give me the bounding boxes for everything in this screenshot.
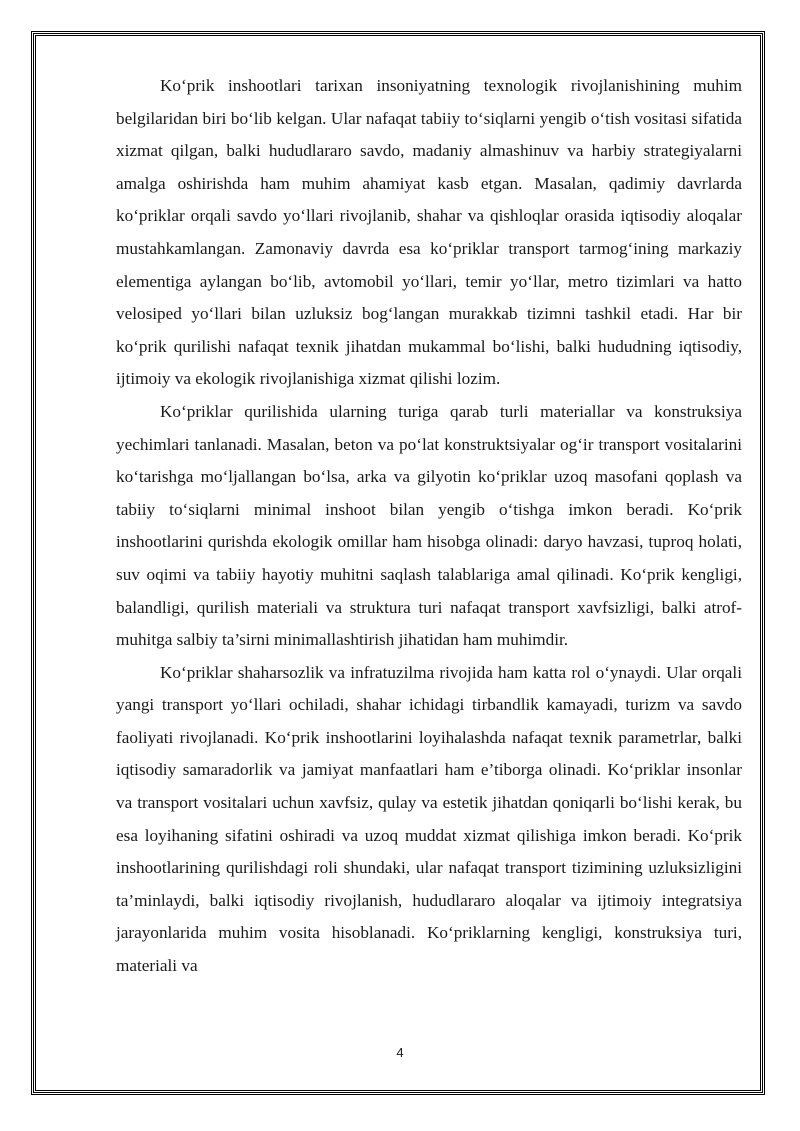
paragraph-materials: Ko‘priklar qurilishida ularning turiga qarab turli materiallar va konstruksiya yechimlari tanlanadi. Masalan, beton va po‘lat konstruktsiyalar og‘ir transport vositalarini ko‘tarishga mo‘ljallangan bo‘lsa, arka va gilyotin ko‘priklar uzoq masofani qoplash va tabiiy to‘siqlarni minimal inshoot bilan yengib o‘tishga imkon beradi. Ko‘prik inshootlarini qurishda ekologik omillar ham hisobga olinadi: daryo havzasi, tuproq holati, suv oqimi va tabiiy hayotiy muhitni saqlash talablariga amal qilinadi. Ko‘prik kengligi, balandligi, qurilish materiali va struktura turi nafaqat transport xavfsizligi, balki atrof-muhitga salbiy ta’sirni minimallashtirish jihatidan ham muhimdir. xyxy=(116,401,742,650)
paragraph-history: Ko‘prik inshootlari tarixan insoniyatning texnologik rivojlanishining muhim belgilaridan biri bo‘lib kelgan. Ular nafaqat tabiiy to‘siqlarni yengib o‘tish vositasi sifatida xizmat qilgan, balki hududlararo savdo, madaniy almashinuv va harbiy strategiyalarni amalga oshirishda ham muhim ahamiyat kasb etgan. Masalan, qadimiy davrlarda ko‘priklar orqali savdo yo‘llari rivojlanib, shahar va qishloqlar orasida iqtisodiy aloqalar mustahkamlangan. Zamonaviy davrda esa ko‘priklar transport tarmog‘ining markaziy elementiga aylangan bo‘lib, avtomobil yo‘llari, temir yo‘llar, metro tizimlari va hatto velosiped yo‘llari bilan uzluksiz bog‘langan murakkab tizimni tashkil etadi. Har bir ko‘prik qurilishi nafaqat texnik jihatdan mukammal bo‘lishi, balki hududning iqtisodiy, ijtimoiy va ekologik rivojlanishiga xizmat qilishi lozim. xyxy=(116,76,742,389)
paragraph-urban-role: Ko‘priklar shaharsozlik va infratuzilma rivojida ham katta rol o‘ynaydi. Ular orqali yangi transport yo‘llari ochiladi, shahar ichidagi tirbandlik kamayadi, turizm va savdo faoliyati rivojlanadi. Ko‘prik inshootlarini loyihalashda nafaqat texnik parametrlar, balki iqtisodiy samaradorlik va jamiyat manfaatlari ham e’tiborga olinadi. Ko‘priklar insonlar va transport vositalari uchun xavfsiz, qulay va estetik jihatdan qoniqarli bo‘lishi kerak, bu esa loyihaning sifatini oshiradi va uzoq muddat xizmat qilishiga imkon beradi. Ko‘prik inshootlarining qurilishdagi roli shundaki, ular nafaqat transport tizimining uzluksizligini ta’minlaydi, balki iqtisodiy rivojlanish, hududlararo aloqalar va ijtimoiy integratsiya jarayonlarida muhim vosita hisoblanadi. Ko‘priklarning kengligi, konstruksiya turi, materiali va xyxy=(116,662,742,976)
page-number: 4 xyxy=(396,1045,404,1060)
page-content xyxy=(116,70,742,983)
